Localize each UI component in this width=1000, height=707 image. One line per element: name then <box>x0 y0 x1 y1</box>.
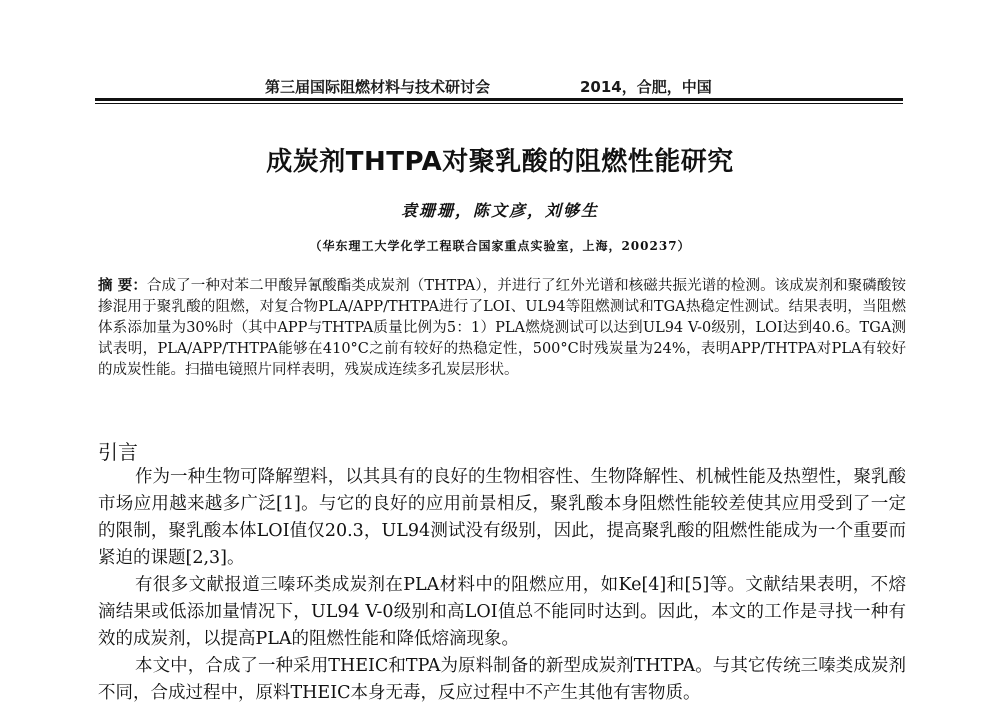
body-paragraph: 有很多文献报道三嗪环类成炭剂在PLA材料中的阻燃应用，如Ke[4]和[5]等。文献结果表明，不熔滴结果或低添加量情况下，UL94 V-0级别和高LOI值总不能同时达到。因此，本文的工作是寻找一种有效的成炭剂，以提高PLA的阻燃性能和降低熔滴现象。 <box>98 575 906 649</box>
section-heading-introduction: 引言 <box>98 440 138 464</box>
paper-authors: 袁珊珊，陈文彦，刘够生 <box>400 201 599 220</box>
abstract-label: 摘 要： <box>98 278 147 294</box>
header-rule-thin <box>95 103 903 104</box>
abstract <box>98 276 906 381</box>
running-header <box>95 72 903 98</box>
author-affiliation: （华东理工大学化学工程联合国家重点实验室，上海，200237） <box>309 239 691 253</box>
body-paragraph: 本文中，合成了一种采用THEIC和TPA为原料制备的新型成炭剂THTPA。与其它传统三嗪类成炭剂不同，合成过程中，原料THEIC本身无毒，反应过程中不产生其他有害物质。 <box>98 656 906 703</box>
conference-year-location: 2014，合肥，中国 <box>580 78 712 96</box>
paper-title: 成炭剂THTPA对聚乳酸的阻燃性能研究 <box>266 147 734 177</box>
body-text <box>98 464 906 707</box>
conference-name: 第三届国际阻燃材料与技术研讨会 <box>265 78 491 96</box>
header-rule-thick <box>95 98 903 101</box>
abstract-text: 合成了一种对苯二甲酸异氰酸酯类成炭剂（THTPA），并进行了红外光谱和核磁共振光谱的检测。该成炭剂和聚磷酸铵掺混用于聚乳酸的阻燃，对复合物PLA/APP/THTPA进行了LOI、UL94等阻燃测试和TGA热稳定性测试。结果表明，当阻燃体系添加量为30%时（其中APP与THTPA质量比例为5：1）PLA燃烧测试可以达到UL94 V-0级别，LOI达到40.6。TGA测试表明，PLA/APP/THTPA能够在410°C之前有较好的热稳定性，500°C时残炭量为24%，表明APP/THTPA对PLA有较好的成炭性能。扫描电镜照片同样表明，残炭成连续多孔炭层形状。 <box>98 278 906 378</box>
body-paragraph: 作为一种生物可降解塑料，以其具有的良好的生物相容性、生物降解性、机械性能及热塑性，聚乳酸市场应用越来越多广泛[1]。与它的良好的应用前景相反，聚乳酸本身阻燃性能较差使其应用受到了一定的限制，聚乳酸本体LOI值仅20.3，UL94测试没有级别，因此，提高聚乳酸的阻燃性能成为一个重要而紧迫的课题[2,3]。 <box>98 467 906 568</box>
